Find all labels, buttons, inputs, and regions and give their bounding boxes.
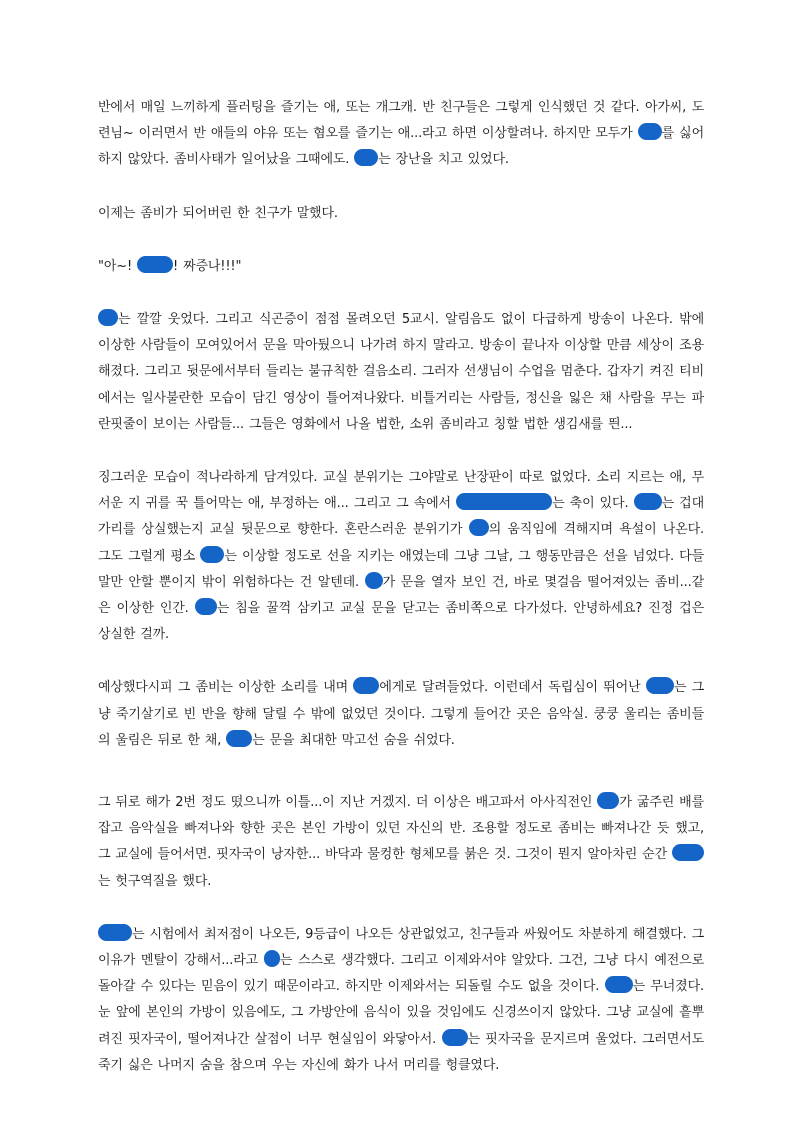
text-run: 는 문을 최대한 막고선 숨을 쉬었다. bbox=[252, 732, 455, 748]
redaction-mark bbox=[353, 677, 379, 694]
text-run: 는 침을 꿀꺽 삼키고 교실 문을 닫고는 좀비쪽으로 다가섰다. 안녕하세요? 진정 겁은 상실한 걸까. bbox=[98, 601, 704, 643]
text-run: 가 굶주린 배를 잡고 음악실을 빠져나와 향한 곳은 본인 가방이 있던 자신의 반. 조용할 정도로 좀비는 빠져나간 듯 했고, 그 교실에 들어서면. 핏자국이 낭자한... 바닥과 물컹한 형체모를 붉은 것. 그것이 뭔지 알아차린 순간 bbox=[98, 795, 704, 863]
text-run: 는 겁대가리를 상실했는지 교실 뒷문으로 향한다. 혼란스러운 분위기가 bbox=[98, 496, 704, 538]
redaction-mark bbox=[137, 256, 173, 273]
redaction-mark bbox=[456, 493, 552, 510]
paragraph bbox=[98, 465, 704, 648]
text-run: "아~! bbox=[98, 258, 138, 274]
redaction-mark bbox=[98, 924, 132, 941]
paragraph bbox=[98, 201, 704, 227]
redaction-mark bbox=[646, 677, 674, 694]
text-run: 는 핏자국을 문지르며 울었다. 그러면서도 죽기 싫은 나머지 숨을 참으며 우는 자신에 화가 나서 머리를 헝클였다. bbox=[98, 1031, 704, 1073]
redaction-mark bbox=[638, 123, 662, 140]
text-run: ! 짜증나!!!" bbox=[173, 258, 242, 274]
text-run: 는 시험에서 최저점이 나오든, 9등급이 나오든 상관없었고, 친구들과 싸웠어도 차분하게 해결했다. 그 이유가 멘탈이 강해서...라고 bbox=[98, 926, 704, 969]
redaction-mark bbox=[597, 792, 619, 809]
text-run: 는 깔깔 웃었다. 그리고 식곤증이 점점 몰려오던 5교시. 알림음도 없이 다급하게 방송이 나온다. 밖에 이상한 사람들이 모여있어서 문을 막아뒀으니 나가려 하지 말라고. 방송이 끝나자 이상할 만큼 세상이 조용해졌다. 그리고 뒷문에서부터 들리는 불규칙한 걸음소리. 그러자 선생님이 수업을 멈춘다. 갑자기 켜진 티비에서는 일사불란한 모습이 담긴 영상이 틀어져나왔다. 비틀거리는 사람들, 정신을 잃은 채 사람을 무는 파란핏줄이 보이는 사람들... 그들은 영화에서 나올 법한, 소위 좀비라고 칭할 법한 생김새를 띈... bbox=[98, 312, 704, 432]
paragraph bbox=[98, 95, 704, 174]
redaction-mark bbox=[200, 546, 224, 563]
text-run: 징그러운 모습이 적나라하게 담겨있다. 교실 분위기는 그야말로 난장판이 따로 없었다. 소리 지르는 애, 무서운 지 귀를 꾹 틀어막는 애, 부정하는 애... 그리고 그 속에서 bbox=[98, 470, 704, 512]
redaction-mark bbox=[264, 950, 280, 967]
text-run: 는 무너졌다. 눈 앞에 본인의 가방이 있음에도, 그 가방안에 음식이 있을 것임에도 신경쓰이지 않았다. 그냥 교실에 흩뿌려진 핏자국이, 떨어져나간 살점이 너무 현실임이 와닿아서. bbox=[98, 979, 704, 1047]
paragraph bbox=[98, 307, 704, 438]
text-run: 예상했다시피 그 좀비는 이상한 소리를 내며 bbox=[98, 680, 354, 696]
text-run: 는 헛구역질을 했다. bbox=[98, 873, 212, 889]
text-run: 이제는 좀비가 되어버린 한 친구가 말했다. bbox=[98, 205, 338, 221]
redaction-mark bbox=[195, 598, 217, 615]
redaction-mark bbox=[354, 149, 378, 166]
redaction-mark bbox=[365, 572, 383, 589]
paragraph bbox=[98, 254, 704, 280]
redaction-mark bbox=[605, 976, 633, 993]
text-run: 에게로 달려들었다. 이런데서 독립심이 뛰어난 bbox=[379, 680, 646, 696]
text-run: 가 문을 열자 보인 건, 바로 몇걸음 떨어져있는 좀비...같은 이상한 인간. bbox=[98, 574, 704, 617]
text-run: 는 스스로 생각했다. 그리고 이제와서야 알았다. 그건, 그냥 다시 예전으로 돌아갈 수 있다는 믿음이 있기 때문이라고. 하지만 이제와서는 되돌릴 수도 없을 것이다. bbox=[98, 953, 704, 995]
text-run: 는 축이 있다. bbox=[552, 496, 634, 512]
text-run: 는 그냥 죽기살기로 빈 반을 향해 달릴 수 밖에 없었던 것이다. 그렇게 들어간 곳은 음악실. 쿵쿵 울리는 좀비들의 울림은 뒤로 한 채, bbox=[98, 680, 704, 748]
text-run: 는 장난을 치고 있었다. bbox=[378, 152, 509, 168]
paragraph bbox=[98, 790, 704, 895]
text-run: 의 움직임에 격해지며 욕설이 나온다. 그도 그럴게 평소 bbox=[98, 522, 704, 564]
text-run: 는 이상할 정도로 선을 지키는 애였는데 그냥 그날, 그 행동만큼은 선을 넘었다. 다들 말만 안할 뿐이지 밖이 위험하다는 건 알텐데. bbox=[98, 548, 704, 590]
redaction-mark bbox=[442, 1029, 468, 1046]
text-run: 반에서 매일 느끼하게 플러팅을 즐기는 애, 또는 개그캐. 반 친구들은 그렇게 인식했던 것 같다. 아가씨, 도련님~ 이러면서 반 애들의 야유 또는 혐오를 즐기는 애...라고 하면 이상할려나. 하지만 모두가 bbox=[98, 100, 704, 142]
text-run: 를 싫어하지 않았다. 좀비사태가 일어났을 그때에도. bbox=[98, 126, 704, 168]
redaction-mark bbox=[469, 519, 489, 536]
redaction-mark bbox=[634, 493, 662, 510]
redaction-mark bbox=[672, 844, 704, 861]
document-body bbox=[98, 95, 704, 1106]
redaction-mark bbox=[98, 309, 118, 326]
redaction-mark bbox=[226, 730, 252, 747]
paragraph bbox=[98, 675, 704, 754]
text-run: 그 뒤로 해가 2번 정도 떴으니까 이틀...이 지난 거겠지. 더 이상은 배고파서 아사직전인 bbox=[98, 795, 598, 811]
paragraph bbox=[98, 922, 704, 1079]
